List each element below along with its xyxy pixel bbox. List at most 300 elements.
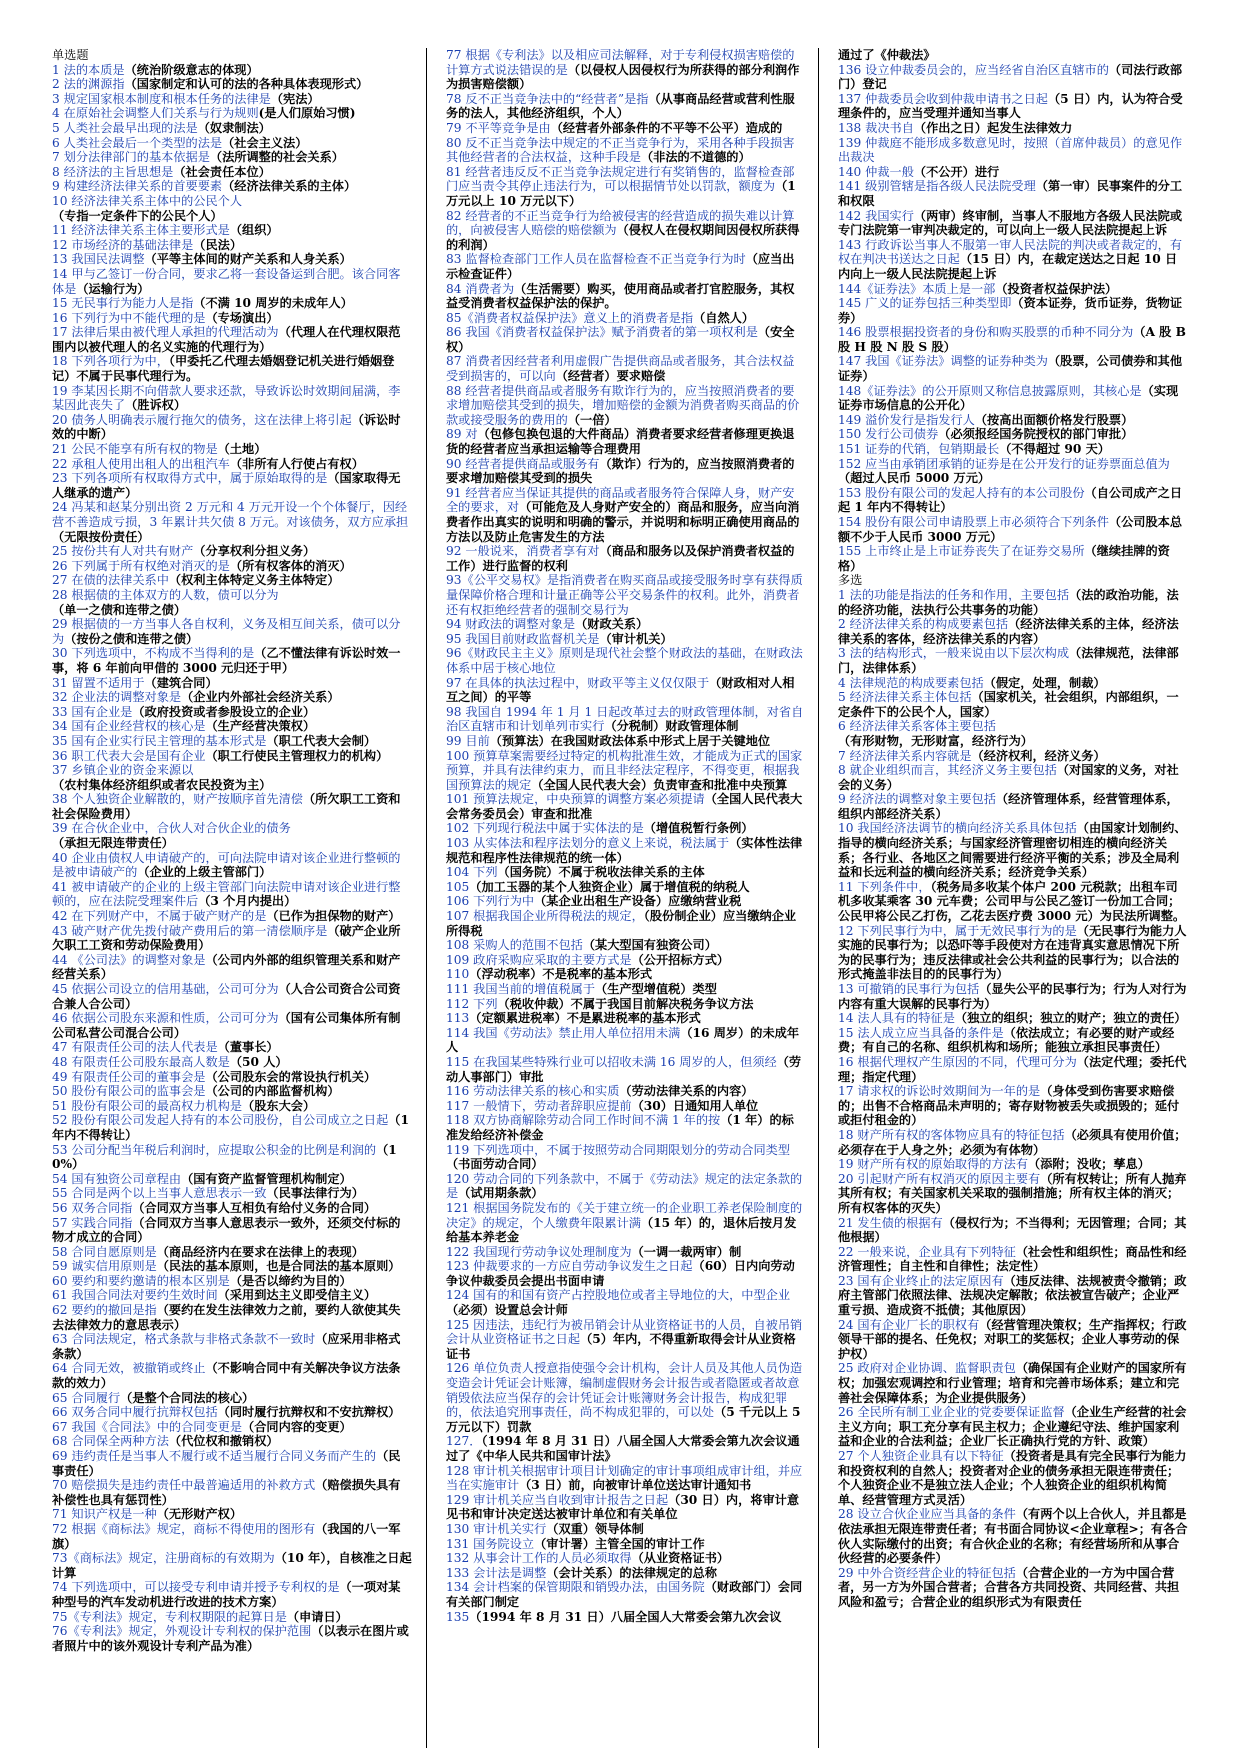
question-item bbox=[52, 705, 412, 720]
question-item bbox=[446, 953, 806, 968]
question-item bbox=[446, 1011, 806, 1026]
question-item bbox=[446, 982, 806, 997]
question-text: 100 预算草案需要经过特定的机构批准生效，才能成为正式的国家预算，并具有法律约束力，而且非经法定程序，不得变更，根据我国预算法的规定 bbox=[446, 748, 803, 792]
question-text: 28 设立合伙企业应当具备的条件 bbox=[838, 1507, 1016, 1522]
question-text: 21 公民不能享有所有权的物是 bbox=[52, 442, 218, 457]
question-item bbox=[446, 821, 806, 836]
question-item bbox=[52, 238, 412, 253]
question-text: 46 依据公司股东来源和性质，公司可分为 bbox=[52, 1011, 279, 1026]
answer-text: （加工玉器的某个人独资企业）属于增值税的纳税人 bbox=[469, 879, 750, 894]
answer-text: （资本证券，货币证券，货物证券） bbox=[838, 296, 1183, 325]
question-item bbox=[52, 267, 412, 296]
question-text: 11 经济法律关系主体主要形式是 bbox=[52, 223, 230, 238]
answer-text: （商品经济内在要求在法律上的表现） bbox=[156, 1244, 364, 1259]
answer-text: （A 股 B 股 H 股 N 股 S 股） bbox=[838, 325, 1186, 354]
question-text: 19 李某因长期不向借款人要求还款，导致诉讼时效期间届满，李某因此丧失了 bbox=[52, 383, 401, 413]
question-item bbox=[52, 1580, 412, 1609]
answer-text: （30 日）内，将审计意见书和审计决定送达被审计单位和有关单位 bbox=[446, 1492, 800, 1522]
question-item bbox=[838, 982, 1188, 1011]
question-item bbox=[838, 1274, 1188, 1318]
answer-text: （已作为担保物的财产） bbox=[266, 909, 401, 924]
question-text: 103 从实体法和程序法划分的意义上来说，税法属于 bbox=[446, 836, 730, 851]
question-item bbox=[446, 1113, 806, 1142]
question-item bbox=[52, 1332, 412, 1361]
question-item bbox=[52, 457, 412, 472]
answer-text: （平等主体间的财产关系和人身关系） bbox=[144, 252, 352, 267]
question-text: 49 有限责任公司的董事会是 bbox=[52, 1069, 206, 1084]
answer-text: （生产经营决策权） bbox=[205, 719, 316, 734]
question-text: 1 法的本质是 bbox=[52, 62, 125, 77]
question-item bbox=[446, 1201, 806, 1245]
question-item bbox=[838, 296, 1188, 325]
answer-text: （以侵权人因侵权行为所获得的部分利润作为损害赔偿额） bbox=[446, 62, 800, 92]
question-item bbox=[446, 92, 806, 121]
answer-text: （60）日内向劳动争议仲裁委员会提出书面申请 bbox=[446, 1259, 795, 1288]
answer-text: （一倍） bbox=[567, 412, 617, 427]
question-item bbox=[446, 865, 806, 880]
answer-text: （自然人） bbox=[693, 310, 755, 325]
question-text: 86 我国《消费者权益保护法》赋予消费者的第一项权利是 bbox=[446, 325, 758, 340]
question-item bbox=[52, 442, 412, 457]
answer-text: （以表示在图片或者照片中的该外观设计专利产品为准） bbox=[52, 1624, 409, 1653]
question-item bbox=[838, 1245, 1188, 1274]
question-item bbox=[838, 690, 1188, 719]
question-text: 44 《公司法》的调整对象是 bbox=[52, 952, 206, 967]
question-text: 73《商标法》规定，注册商标的有效期为 bbox=[52, 1551, 275, 1566]
question-item bbox=[52, 1201, 412, 1216]
question-item bbox=[838, 676, 1188, 691]
question-text: 130 审计机关实行 bbox=[446, 1521, 547, 1536]
question-text: 99 目前 bbox=[446, 733, 490, 748]
answer-text: （奴隶制法） bbox=[197, 120, 271, 135]
question-text: 128 审计机关根据审计项目计划确定的审计事项组成审计组，并应当在实施审计 bbox=[446, 1463, 803, 1493]
answer-text: （企业生产经营的社会主义方向；职工充分享有民主权力；企业遵纪守法、维护国家利益和企业的合法利益；企业厂长正确执行党的方针、政策） bbox=[838, 1405, 1187, 1449]
answer-text: （浮动税率）不是税率的基本形式 bbox=[469, 967, 653, 982]
question-item bbox=[446, 1318, 806, 1362]
question-item bbox=[52, 1391, 412, 1406]
answer-text: （确保国有企业财产的国家所有权；加强宏观调控和行业管理；培育和完善市场体系；建立和完善社会保障体系；为企业提供服务） bbox=[838, 1361, 1187, 1405]
question-text: 108 采购人的范围不包括 bbox=[446, 938, 583, 953]
answer-text: （司法行政部门）登记 bbox=[838, 62, 1183, 92]
question-text: 147 我国《证券法》调整的证券种类为 bbox=[838, 354, 1048, 369]
question-item bbox=[838, 442, 1188, 457]
answer-text: （1 年）的标准发给经济补偿金 bbox=[446, 1113, 794, 1142]
question-item bbox=[52, 354, 412, 383]
answer-text: （土地） bbox=[217, 442, 267, 457]
answer-text: （实现证券市场信息的公开化） bbox=[838, 383, 1179, 413]
question-item bbox=[52, 1070, 412, 1085]
question-item bbox=[446, 1245, 806, 1260]
question-text: 单选题 bbox=[52, 48, 89, 62]
question-text: 12 市场经济的基础法律是 bbox=[52, 237, 194, 252]
answer-text: （社会主义法） bbox=[222, 135, 308, 150]
answer-text: （1 万元以上 10 万元以下） bbox=[446, 179, 796, 208]
question-text: 137 仲裁委员会收到仲裁申请书之日起 bbox=[838, 91, 1048, 106]
question-text: 152 应当由承销团承销的证券是在公开发行的证券票面总值为 bbox=[838, 456, 1170, 471]
question-item bbox=[52, 1011, 412, 1040]
question-item bbox=[838, 1011, 1188, 1026]
question-item bbox=[446, 836, 806, 865]
answer-text: （侵权人在侵权期间因侵权所获得的利润） bbox=[446, 223, 800, 252]
question-item bbox=[52, 77, 412, 92]
answer-text: （合同内容的变更） bbox=[242, 1419, 352, 1434]
question-text: 90 经营者提供商品或服务有 bbox=[446, 456, 600, 471]
question-text: 145 广义的证券包括三种类型即 bbox=[838, 296, 1012, 311]
question-text: 5 经济法律关系主体包括 bbox=[838, 690, 972, 705]
question-text: 125 因违法，违纪行为被吊销会计从业资格证书的人员，自被吊销会计从业资格证书之日起 bbox=[446, 1317, 803, 1347]
answer-text: （采用到达主义即受信主义） bbox=[217, 1288, 377, 1303]
question-item bbox=[52, 749, 412, 764]
question-item bbox=[446, 1099, 806, 1114]
question-item bbox=[446, 165, 806, 209]
question-item bbox=[838, 121, 1188, 136]
question-text: 56 双务合同指 bbox=[52, 1200, 133, 1215]
question-item bbox=[446, 544, 806, 573]
answer-text: （生产型增值税）类型 bbox=[595, 982, 717, 996]
question-text: 82 经营者的不正当竞争行为给被侵害的经营造成的损失难以计算的，向被侵害人赔偿的赔偿额为 bbox=[446, 208, 795, 238]
question-text: 79 不平等竞争是由 bbox=[446, 120, 551, 135]
answer-text: （税收仲裁）不属于我国目前解决税务争议方法 bbox=[497, 996, 754, 1011]
question-text: 123 仲裁要求的一方应自劳动争议发生之日起 bbox=[446, 1259, 693, 1274]
answer-text: （国家机关，社会组织，内部组织，一定条件下的公民个人，国家） bbox=[838, 690, 1179, 719]
question-text: 117 一般情下，劳动者辞职应提前 bbox=[446, 1098, 632, 1113]
question-item bbox=[838, 749, 1188, 764]
question-text: 22 承租人使用出租人的出租汽车 bbox=[52, 456, 230, 471]
question-item bbox=[838, 588, 1188, 617]
question-text: 59 诚实信用原则是 bbox=[52, 1259, 157, 1274]
question-text: 122 我国现行劳动争议处理制度为 bbox=[446, 1244, 632, 1259]
question-item bbox=[52, 325, 412, 354]
answer-text: (是人们原始习惯) bbox=[258, 106, 356, 121]
answer-text: （统治阶级意志的体现） bbox=[124, 62, 259, 77]
answer-text: （身体受到伤害要求赔偿的；出售不合格商品未声明的；寄存财物被丢失或损毁的；延付或拒付租金的） bbox=[838, 1084, 1180, 1128]
question-text: 88 经营者提供商品或者服务有欺诈行为的，应当按照消费者的要求增加赔偿其受到的损失，增加赔偿的金额为消费者购买商品的价款或接受服务的费用的 bbox=[446, 383, 800, 427]
question-item bbox=[446, 1551, 806, 1566]
answer-text: （组织） bbox=[229, 223, 279, 238]
question-item bbox=[446, 749, 806, 793]
question-text: 119 下列选项中，不属于按照劳动合同期限划分的劳动合同类型 bbox=[446, 1142, 791, 1157]
question-text: 155 上市终止是上市证券丧失了在证券交易所 bbox=[838, 544, 1085, 559]
question-text: 93《公平交易权》是指消费者在购买商品或接受服务时享有获得质量保障价格合理和计量正确等公平交易条件的权利。此外，消费者还有权拒绝经营者的强制交易行为 bbox=[446, 573, 803, 617]
question-text: 4 在原始社会调整人们关系与行为规则 bbox=[52, 106, 259, 121]
question-text: 50 股份有限公司的监事会是 bbox=[52, 1084, 206, 1099]
question-item bbox=[52, 1478, 412, 1507]
question-item bbox=[52, 1303, 412, 1332]
answer-text: （法的政治功能，法的经济功能，法执行公共事务的功能） bbox=[838, 587, 1179, 617]
answer-text: （按份之债和连带之债） bbox=[64, 631, 199, 646]
answer-text: （国有公司集体所有制公司私营公司混合公司） bbox=[52, 1011, 401, 1040]
answer-text: （应采用非格式条款） bbox=[52, 1332, 401, 1361]
answer-text: （运输行为） bbox=[76, 281, 150, 296]
answer-text: （所有权转让；所有人抛弃其所有权；有关国家机关采取的强制措施；所有权主体的消灭；所有权客体的灭失） bbox=[838, 1171, 1187, 1215]
question-item bbox=[446, 1522, 806, 1537]
question-text: 150 发行公司债券 bbox=[838, 427, 939, 442]
question-text: 133 会计法是调整 bbox=[446, 1565, 547, 1580]
question-item bbox=[838, 1172, 1188, 1216]
answer-text: （法定代理；委托代理；指定代理） bbox=[838, 1054, 1187, 1084]
question-item bbox=[838, 1084, 1188, 1128]
answer-text: （经营管理决策权；生产指挥权；行政领导干部的提名、任免权；对职工的奖惩权；企业人事劳动的保护权） bbox=[838, 1317, 1187, 1361]
question-item bbox=[446, 792, 806, 821]
question-text: 132 从事会计工作的人员必须取得 bbox=[446, 1551, 632, 1566]
answer-text: （包修包换包退的大件商品）消费者要求经营者修理更换退货的经营者应当承担运输等合理费用 bbox=[446, 427, 795, 457]
answer-text: （经营者外部条件的不平等不公平）造成的 bbox=[550, 120, 783, 135]
answer-text: （3 个月内提出） bbox=[198, 894, 297, 909]
answer-text: （是整个合同法的核心） bbox=[120, 1390, 255, 1405]
answer-text: （董事长） bbox=[217, 1040, 279, 1055]
question-text: 78 反不正当竞争法中的“经营者”是指 bbox=[446, 91, 649, 106]
question-item bbox=[52, 821, 412, 850]
question-text: 38 个人独资企业解散的，财产按顺序首先清偿 bbox=[52, 792, 303, 807]
question-item bbox=[446, 1361, 806, 1434]
answer-text: （有两个以上合伙人，并且都是依法承担无限连带责任者；有书面合同协议<企业章程>；有各合伙人实际缴付的出资；有合伙企业的名称；有经营场所和从事合伙经营的必要条件） bbox=[838, 1507, 1188, 1566]
answer-text: （民法的基本原则，也是合同法的基本原则） bbox=[156, 1259, 401, 1274]
answer-text: （要约在发生法律效力之前，要约人欲使其失去法律效力的意思表示） bbox=[52, 1303, 401, 1332]
answer-text: （公司内外部的组织管理关系和财产经营关系） bbox=[52, 952, 401, 982]
question-text: 29 根据债的一方当事人各自权利，义务及相互间关系，债可以分为 bbox=[52, 617, 401, 646]
question-item bbox=[446, 486, 806, 544]
question-item bbox=[446, 457, 806, 486]
question-text: 25 按份共有人对共有财产 bbox=[52, 544, 194, 559]
question-text: 27 个人独资企业具有以下特征 bbox=[838, 1449, 1004, 1463]
question-text: 67 我国《合同法》中的合同变更是 bbox=[52, 1419, 243, 1434]
answer-text: （分享权利分担义务） bbox=[193, 544, 316, 559]
question-text: 141 级别管辖是指各级人民法院受理 bbox=[838, 179, 1036, 194]
question-text: 23 国有企业终止的法定原因有 bbox=[838, 1273, 1004, 1288]
question-text: 14 甲与乙签订一份合同，要求乙将一套设备运到合肥。该合同客体是 bbox=[52, 266, 401, 296]
question-text: 7 划分法律部门的基本依据是 bbox=[52, 150, 210, 165]
question-item bbox=[838, 821, 1188, 879]
question-text: 20 债务人明确表示履行拖欠的债务，这在法律上将引起 bbox=[52, 412, 352, 427]
question-item bbox=[446, 1610, 806, 1625]
question-item bbox=[838, 354, 1188, 383]
answer-text: （假定，处理，制裁） bbox=[983, 675, 1106, 690]
question-item bbox=[446, 1566, 806, 1581]
answer-text: （欺诈）行为的，应当按照消费者的要求增加赔偿其受到的损失 bbox=[446, 456, 795, 486]
answer-text: （赔偿损失具有补偿性也具有惩罚性） bbox=[52, 1478, 401, 1507]
question-text: 10 我国经济法调节的横向经济关系具体包括 bbox=[838, 821, 1077, 836]
answer-text: （某企业出租生产设备）应缴纳营业税 bbox=[534, 894, 742, 909]
question-text: 24 国有企业厂长的职权有 bbox=[838, 1317, 980, 1332]
answer-text: （经济管理体系，经营管理体系，组织内部经济关系） bbox=[838, 792, 1179, 821]
question-text: 68 合同保全两种方法 bbox=[52, 1434, 169, 1449]
answer-text: （代理人在代理权限范围内以被代理人的名义实施的代理行为） bbox=[52, 325, 401, 354]
question-item bbox=[52, 1434, 412, 1449]
question-item bbox=[838, 48, 1188, 63]
answer-text: （审计机关） bbox=[599, 631, 673, 646]
column-divider bbox=[818, 48, 819, 1748]
question-item bbox=[838, 763, 1188, 792]
answer-text: （社会性和组织性；商品性和经济管理性；自主性和自律性；法定性） bbox=[838, 1244, 1187, 1274]
answer-text: （民事责任） bbox=[52, 1449, 401, 1478]
question-item bbox=[52, 1405, 412, 1420]
answer-text: （公开招标方式） bbox=[631, 952, 730, 967]
answer-text: （违反法律、法规被责令撤销；政府主管部门依照法律、法规决定解散；依法被宣告破产；企业严重亏损、造成资不抵债；其他原因） bbox=[838, 1273, 1187, 1318]
question-item bbox=[52, 165, 412, 180]
answer-text: （劳动法律关系的内容） bbox=[619, 1084, 754, 1099]
question-item bbox=[446, 676, 806, 705]
question-item bbox=[838, 63, 1188, 92]
answer-text: （合同双方当事人互相负有给付义务的合同） bbox=[132, 1200, 377, 1215]
question-text: 63 合同法规定，格式条款与非格式条款不一致时 bbox=[52, 1332, 316, 1347]
answer-text: （从事商品经营或营利性服务的法人，其他经济组织，个人） bbox=[446, 91, 795, 121]
question-item bbox=[446, 880, 806, 895]
answer-text: （专场演出） bbox=[205, 310, 279, 325]
question-text: 17 法律后果由被代理人承担的代理活动为 bbox=[52, 325, 279, 340]
question-item bbox=[446, 427, 806, 456]
question-item bbox=[52, 719, 412, 734]
question-text: 106 下列行为中 bbox=[446, 894, 535, 909]
question-item bbox=[446, 1259, 806, 1288]
question-item bbox=[446, 1026, 806, 1055]
question-item bbox=[446, 1055, 806, 1084]
question-item bbox=[52, 909, 412, 924]
question-text: 3 规定国家根本制度和根本任务的法律是 bbox=[52, 91, 271, 106]
question-text: 27 在债的法律关系中 bbox=[52, 573, 169, 588]
answer-text: （申请日） bbox=[286, 1609, 348, 1624]
answer-text: （5）年内，不得重新取得会计从业资格证书 bbox=[446, 1332, 796, 1361]
question-text: 89 对 bbox=[446, 427, 478, 442]
answer-text: （两审）终审制，当事人不服地方各级人民法院或专门法院第一审判决裁定的，可以向上一级人民法院提起上诉 bbox=[838, 208, 1183, 238]
answer-text: （经济法律关系的主体） bbox=[222, 179, 357, 194]
answer-text: 通过了《仲裁法》 bbox=[838, 48, 936, 62]
question-item bbox=[446, 734, 806, 749]
question-item bbox=[52, 1099, 412, 1114]
answer-text: （承担无限连带责任） bbox=[52, 836, 174, 851]
answer-text: （公司股本总额不少于人民币 3000 万元） bbox=[838, 515, 1183, 544]
question-item bbox=[52, 1055, 412, 1070]
answer-text: （乙不懂法律有诉讼时效一事，将 6 年前向甲借的 3000 元归还于甲） bbox=[52, 646, 401, 675]
question-text: 91 经营者应当保证其提供的商品或者服务符合保障人身，财产安全的要求，对 bbox=[446, 485, 795, 515]
question-text: 40 企业由债权人申请破产的，可向法院申请对该企业进行整顿的是被申请破产的 bbox=[52, 850, 401, 880]
answer-text: （应当出示检查证件） bbox=[446, 252, 795, 281]
answer-text: （股份制企业）应当缴纳企业所得税 bbox=[446, 909, 797, 938]
question-text: 61 我国合同法对要约生效时间 bbox=[52, 1288, 218, 1303]
answer-text: （从业资格证书） bbox=[631, 1551, 730, 1566]
question-text: 140 仲裁一般 bbox=[838, 164, 914, 179]
question-text: 64 合同无效，被撤销或终止 bbox=[52, 1361, 206, 1376]
question-item bbox=[52, 1113, 412, 1142]
answer-text: （无限按份责任） bbox=[52, 529, 150, 544]
question-text: 114 我国《劳动法》禁止用人单位招用未满 bbox=[446, 1025, 681, 1040]
question-item bbox=[838, 1128, 1188, 1157]
question-text: 36 职工代表大会是国有企业 bbox=[52, 748, 206, 763]
question-item bbox=[52, 1522, 412, 1551]
answer-text: （职工行使民主管理权力的机构） bbox=[205, 748, 389, 763]
question-item bbox=[838, 617, 1188, 646]
question-item bbox=[52, 763, 412, 792]
question-text: 多选 bbox=[838, 573, 863, 588]
answer-text: （分税制）财政管理体制 bbox=[604, 719, 739, 734]
question-text: 129 审计机关应当自收到审计报告之日起 bbox=[446, 1492, 669, 1507]
column-divider bbox=[426, 48, 427, 1748]
answer-text: （宪法） bbox=[270, 91, 320, 106]
answer-text: （必须）设置总会计师 bbox=[446, 1303, 568, 1318]
question-item bbox=[446, 282, 806, 311]
answer-text: （合营企业的一方为中国合营者，另一方为外国合营者；合营各方共同投资、共同经营、共担风险和盈亏；合营企业的组织形式为有限责任 bbox=[838, 1565, 1180, 1609]
question-text: 53 公司分配当年税后利润时，应提取公积金的比例是利润的 bbox=[52, 1142, 377, 1157]
question-item bbox=[52, 92, 412, 107]
question-item bbox=[446, 48, 806, 92]
question-text: 84 消费者为 bbox=[446, 281, 515, 296]
question-text: 149 溢价发行是指发行人 bbox=[838, 412, 975, 427]
question-text: 58 合同自愿原则是 bbox=[52, 1244, 157, 1259]
question-text: 102 下列现行税法中属于实体法的是 bbox=[446, 821, 644, 836]
answer-text: （同时履行抗辩权和不安抗辩权） bbox=[217, 1405, 401, 1420]
question-text: 75《专利法》规定，专利权期限的起算日是 bbox=[52, 1609, 287, 1624]
question-item bbox=[52, 851, 412, 880]
question-item bbox=[838, 1157, 1188, 1172]
question-text: 17 请求权的诉讼时效期间为一年的是 bbox=[838, 1084, 1041, 1099]
question-item bbox=[52, 179, 412, 194]
answer-text: （5 千元以上 5 万元以下）罚款 bbox=[446, 1405, 801, 1434]
question-text: 19 财产所有权的原始取得的方法有 bbox=[838, 1157, 1029, 1172]
answer-text: （5 日）内，认为符合受理条件的，应当受理并通知当事人 bbox=[838, 91, 1183, 121]
question-item bbox=[838, 573, 1188, 588]
question-text: 77 根据《专利法》以及相应司法解释，对于专利侵权损害赔偿的计算方式说法错误的是 bbox=[446, 48, 795, 77]
question-item bbox=[838, 282, 1188, 297]
question-item bbox=[52, 1040, 412, 1055]
answer-text: （农村集体经济组织或者农民投资为主） bbox=[52, 777, 272, 792]
answer-text: （双重）领导体制 bbox=[546, 1521, 644, 1536]
question-text: 104 下列 bbox=[446, 865, 498, 880]
question-item bbox=[52, 136, 412, 151]
question-text: 111 我国当前的增值税属于 bbox=[446, 982, 596, 996]
question-text: 26 下列属于所有权绝对消灭的是 bbox=[52, 558, 230, 573]
answer-text: （专指一定条件下的公民个人） bbox=[52, 208, 223, 223]
answer-text: （合同双方当事人意思表示一致外，还须交付标的物才成立的合同） bbox=[52, 1215, 401, 1245]
question-item bbox=[52, 1274, 412, 1289]
answer-text: （法律规范，法律部门，法律体系） bbox=[838, 646, 1179, 675]
answer-text: （甲委托乙代理去婚姻登记机关进行婚姻登记）不属于民事代理行为。 bbox=[52, 354, 395, 384]
question-text: 18 下列各项行为中， bbox=[52, 354, 169, 369]
answer-text: （定额累进税率）不是累进税率的基本形式 bbox=[469, 1011, 701, 1026]
question-text: 85《消费者权益保护法》意义上的消费者是指 bbox=[446, 310, 694, 325]
answer-text: （1994 年 8 月 31 日）八届全国人大常委会第九次会议 bbox=[469, 1609, 782, 1624]
answer-text: （非法的不道德的） bbox=[641, 150, 751, 165]
answer-text: （企业内外部社会经济关系） bbox=[181, 690, 340, 705]
question-item bbox=[52, 1084, 412, 1099]
question-text: 30 下列选项中，不构成不当得利的是 bbox=[52, 646, 255, 661]
answer-text: （国家取得无人继承的遗产） bbox=[52, 471, 401, 500]
answer-text: （有形财物，无形财富，经济行为） bbox=[838, 733, 1033, 748]
question-item bbox=[52, 1449, 412, 1478]
question-item bbox=[52, 880, 412, 909]
question-item bbox=[52, 150, 412, 165]
answer-text: （不公开）进行 bbox=[913, 164, 1000, 179]
question-item bbox=[838, 646, 1188, 675]
question-item bbox=[838, 165, 1188, 180]
answer-text: （可能危及人身财产安全的）商品和服务，应当向消费者作出真实的说明和明确的警示，并说明和标明正确使用商品的方法以及防止危害发生的方法 bbox=[446, 500, 800, 544]
question-item bbox=[446, 1580, 806, 1609]
question-text: 25 政府对企业协调、监督职责包 bbox=[838, 1361, 1016, 1376]
question-item bbox=[446, 121, 806, 136]
question-text: 20 引起财产所有权消灭的原因主要有 bbox=[838, 1171, 1041, 1186]
question-item bbox=[446, 646, 806, 675]
question-text: 115 在我国某些特殊行业可以招收未满 16 周岁的人，但须经 bbox=[446, 1054, 777, 1069]
question-item bbox=[52, 953, 412, 982]
question-text: 45 依据公司设立的信用基础，公司可分为 bbox=[52, 982, 279, 996]
question-item bbox=[52, 1259, 412, 1274]
column-3 bbox=[838, 48, 1188, 1748]
answer-text: （投资者权益保护法） bbox=[995, 281, 1118, 296]
question-item bbox=[838, 880, 1188, 924]
question-item bbox=[446, 325, 806, 354]
answer-text: （超过人民币 5000 万元） bbox=[838, 471, 991, 486]
answer-text: （按高出面额价格发行股票） bbox=[974, 412, 1134, 427]
answer-text: （增值税暂行条例） bbox=[643, 821, 754, 836]
question-item bbox=[838, 924, 1188, 982]
